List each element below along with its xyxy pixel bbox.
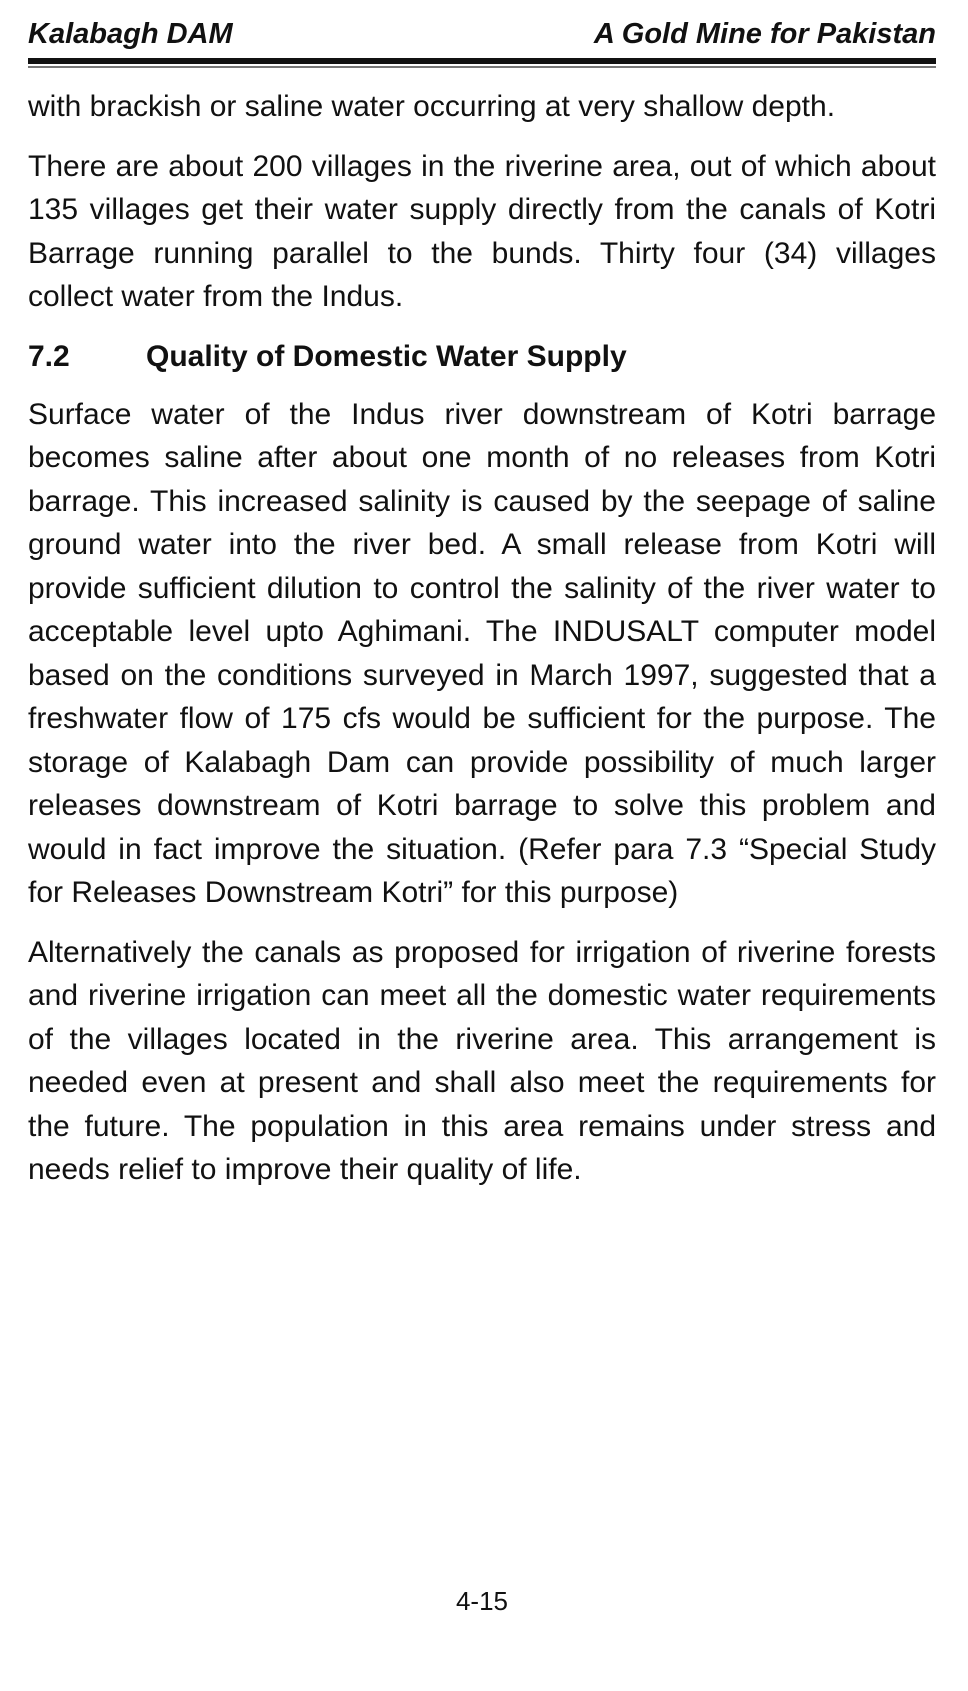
header-left-title: Kalabagh DAM xyxy=(28,18,233,50)
paragraph-surface-water: Surface water of the Indus river downstream of Kotri barrage becomes saline after about one month of no releases from Kotri barrage. This increased salinity is caused by the seepage of saline ground water into the river bed. A small release from Kotri will provide sufficient dilution to control the salinity of the river water to acceptable level upto Aghimani. The INDUSALT computer model based on the conditions surveyed in March 1997, suggested that a freshwater flow of 175 cfs would be sufficient for the purpose. The storage of Kalabagh Dam can provide possibility of much larger releases downstream of Kotri barrage to solve this problem and would in fact improve the situation. (Refer para 7.3 “Special Study for Releases Downstream Kotri” for this purpose) xyxy=(28,397,936,909)
section-heading xyxy=(28,335,936,379)
paragraph-continuation: with brackish or saline water occurring at very shallow depth. xyxy=(28,90,836,123)
header-right-title: A Gold Mine for Pakistan xyxy=(593,18,936,50)
section-number: 7.2 xyxy=(28,339,70,373)
paragraph-villages: There are about 200 villages in the riverine area, out of which about 135 villages get their water supply directly from the canals of Kotri Barrage running parallel to the bunds. Thirty four (34) villages collect water from the Indus. xyxy=(28,149,936,313)
running-header xyxy=(22,14,942,54)
section-title: Quality of Domestic Water Supply xyxy=(146,339,627,373)
header-rule-secondary xyxy=(28,66,936,68)
paragraph-alternatively: Alternatively the canals as proposed for irrigation of riverine forests and riverine irrigation can meet all the domestic water requirements of the villages located in the riverine area. This arrangement is needed even at present and shall also meet the requirements for the future. The population in this area remains under stress and needs relief to improve their quality of life. xyxy=(28,935,936,1186)
body-text xyxy=(28,85,936,1208)
page-number: 4-15 xyxy=(455,1586,509,1616)
header-rule xyxy=(28,58,936,64)
document-page xyxy=(22,0,942,1691)
